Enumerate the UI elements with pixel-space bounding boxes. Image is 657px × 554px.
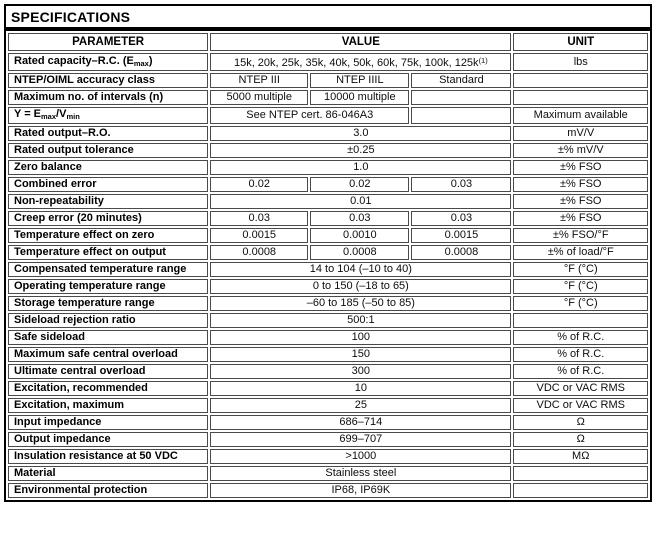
value-cell: 150 — [210, 347, 511, 362]
value-cell: 0.0015 — [210, 228, 308, 243]
value-cell — [411, 107, 511, 124]
table-row — [8, 160, 648, 175]
unit-cell: Ω — [513, 415, 648, 430]
value-cell: 0.0015 — [411, 228, 511, 243]
value-cell: 0.03 — [411, 177, 511, 192]
table-row — [8, 211, 648, 226]
value-cell: 0.02 — [310, 177, 409, 192]
parameter-cell: Maximum no. of intervals (n) — [8, 90, 208, 105]
value-cell: ±0.25 — [210, 143, 511, 158]
value-cell: 699–707 — [210, 432, 511, 447]
value-cell: NTEP IIIL — [310, 73, 409, 88]
table-row — [8, 107, 648, 124]
value-cell: 500:1 — [210, 313, 511, 328]
parameter-cell: Zero balance — [8, 160, 208, 175]
unit-cell: % of R.C. — [513, 330, 648, 345]
value-cell: 0.03 — [210, 211, 308, 226]
unit-cell: ±% mV/V — [513, 143, 648, 158]
value-cell: Stainless steel — [210, 466, 511, 481]
unit-cell: mV/V — [513, 126, 648, 141]
parameter-cell: Environmental protection — [8, 483, 208, 498]
parameter-cell: Maximum safe central overload — [8, 347, 208, 362]
parameter-cell: Rated output–R.O. — [8, 126, 208, 141]
value-cell: 14 to 104 (–10 to 40) — [210, 262, 511, 277]
value-cell: 0.0008 — [310, 245, 409, 260]
table-row — [8, 143, 648, 158]
value-cell: 0.0010 — [310, 228, 409, 243]
table-row — [8, 466, 648, 481]
parameter-cell: Output impedance — [8, 432, 208, 447]
parameter-cell: Compensated temperature range — [8, 262, 208, 277]
header-row — [8, 33, 648, 51]
value-cell: 0.02 — [210, 177, 308, 192]
value-cell: See NTEP cert. 86-046A3 — [210, 107, 409, 124]
parameter-cell: Excitation, maximum — [8, 398, 208, 413]
parameter-cell: Rated output tolerance — [8, 143, 208, 158]
unit-cell: °F (°C) — [513, 279, 648, 294]
table-row — [8, 73, 648, 88]
value-cell: 3.0 — [210, 126, 511, 141]
table-body — [8, 53, 648, 498]
value-cell: 100 — [210, 330, 511, 345]
header-value: VALUE — [210, 33, 511, 51]
table-row — [8, 313, 648, 328]
unit-cell: ±% FSO — [513, 194, 648, 209]
table-row — [8, 347, 648, 362]
value-cell: 0.03 — [411, 211, 511, 226]
value-cell: 0.03 — [310, 211, 409, 226]
table-row — [8, 330, 648, 345]
value-cell: Standard — [411, 73, 511, 88]
table-row — [8, 262, 648, 277]
header-parameter: PARAMETER — [8, 33, 208, 51]
value-cell: NTEP III — [210, 73, 308, 88]
specifications-table — [6, 31, 650, 500]
table-row — [8, 279, 648, 294]
value-cell: 25 — [210, 398, 511, 413]
unit-cell: Maximum available — [513, 107, 648, 124]
parameter-cell: Non-repeatability — [8, 194, 208, 209]
value-cell: 686–714 — [210, 415, 511, 430]
value-cell: IP68, IP69K — [210, 483, 511, 498]
parameter-cell: Rated capacity–R.C. $(E_{max})$ — [8, 53, 208, 71]
parameter-cell: Temperature effect on output — [8, 245, 208, 260]
parameter-cell: Creep error (20 minutes) — [8, 211, 208, 226]
unit-cell: Ω — [513, 432, 648, 447]
specifications-panel — [4, 4, 652, 502]
table-row — [8, 364, 648, 379]
unit-cell: ±% FSO/°F — [513, 228, 648, 243]
unit-cell — [513, 466, 648, 481]
value-cell: 0.0008 — [210, 245, 308, 260]
table-row — [8, 398, 648, 413]
table-row — [8, 228, 648, 243]
unit-cell: VDC or VAC RMS — [513, 381, 648, 396]
parameter-cell: Storage temperature range — [8, 296, 208, 311]
table-row — [8, 432, 648, 447]
value-cell — [411, 90, 511, 105]
value-cell: 10000 multiple — [310, 90, 409, 105]
unit-cell — [513, 73, 648, 88]
unit-cell: VDC or VAC RMS — [513, 398, 648, 413]
unit-cell: % of R.C. — [513, 364, 648, 379]
table-row — [8, 177, 648, 192]
value-cell: 300 — [210, 364, 511, 379]
value-cell: 0 to 150 (–18 to 65) — [210, 279, 511, 294]
unit-cell — [513, 313, 648, 328]
value-cell: 15k, 20k, 25k, 35k, 40k, 50k, 60k, 75k, 100k, $125k^{(1)}$ — [210, 53, 511, 71]
unit-cell: lbs — [513, 53, 648, 71]
unit-cell: % of R.C. — [513, 347, 648, 362]
parameter-cell: NTEP/OIML accuracy class — [8, 73, 208, 88]
unit-cell — [513, 483, 648, 498]
value-cell: 10 — [210, 381, 511, 396]
unit-cell: °F (°C) — [513, 262, 648, 277]
table-row — [8, 449, 648, 464]
unit-cell: ±% FSO — [513, 211, 648, 226]
value-cell: >1000 — [210, 449, 511, 464]
parameter-cell: $Y = E_{max}/V_{min}$ — [8, 107, 208, 124]
table-row — [8, 90, 648, 105]
value-cell: –60 to 185 (–50 to 85) — [210, 296, 511, 311]
parameter-cell: Ultimate central overload — [8, 364, 208, 379]
parameter-cell: Input impedance — [8, 415, 208, 430]
parameter-cell: Sideload rejection ratio — [8, 313, 208, 328]
table-row — [8, 245, 648, 260]
parameter-cell: Operating temperature range — [8, 279, 208, 294]
parameter-cell: Safe sideload — [8, 330, 208, 345]
table-row — [8, 415, 648, 430]
parameter-cell: Insulation resistance at 50 VDC — [8, 449, 208, 464]
value-cell: 0.01 — [210, 194, 511, 209]
header-unit: UNIT — [513, 33, 648, 51]
unit-cell: ±% FSO — [513, 177, 648, 192]
specifications-title: SPECIFICATIONS — [6, 6, 650, 31]
unit-cell — [513, 90, 648, 105]
parameter-cell: Excitation, recommended — [8, 381, 208, 396]
parameter-cell: Temperature effect on zero — [8, 228, 208, 243]
table-row — [8, 126, 648, 141]
parameter-cell: Material — [8, 466, 208, 481]
table-row — [8, 483, 648, 498]
table-row — [8, 381, 648, 396]
value-cell: 0.0008 — [411, 245, 511, 260]
value-cell: 5000 multiple — [210, 90, 308, 105]
parameter-cell: Combined error — [8, 177, 208, 192]
unit-cell: MΩ — [513, 449, 648, 464]
unit-cell: ±% of load/°F — [513, 245, 648, 260]
table-row — [8, 194, 648, 209]
table-row — [8, 53, 648, 71]
unit-cell: ±% FSO — [513, 160, 648, 175]
table-row — [8, 296, 648, 311]
unit-cell: °F (°C) — [513, 296, 648, 311]
value-cell: 1.0 — [210, 160, 511, 175]
